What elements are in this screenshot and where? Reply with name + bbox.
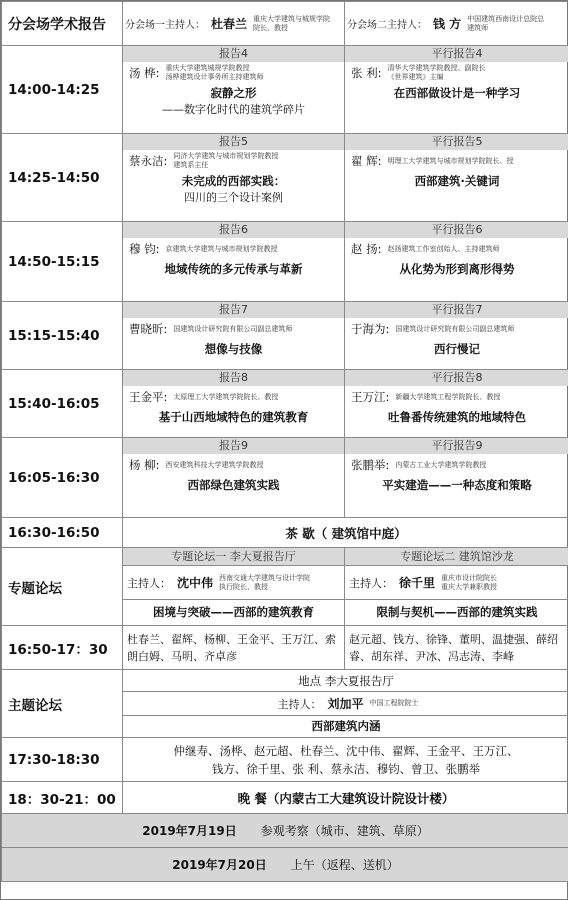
forum-right-names: 赵元超、钱方、徐锋、董明、温捷强、薛绍睿、胡东祥、尹冰、冯志涛、李峰 — [345, 626, 568, 670]
left-host-cell — [123, 2, 345, 46]
right-speaker-aff: 新疆大学建筑工程学院院长、教授 — [395, 392, 501, 401]
left-report-label: 报告4 — [123, 46, 344, 62]
forum-left-topic: 困境与突破——西部的建筑教育 — [123, 600, 345, 626]
band-2-text: 上午（返程、送机） — [290, 858, 399, 872]
left-speaker-name: 王金平: — [129, 390, 168, 404]
forum-names-row — [2, 626, 568, 670]
left-host-prefix: 分会场一主持人： — [125, 20, 205, 31]
right-host-aff: 中国建筑西南设计总院总建筑师 — [467, 14, 545, 32]
sessions-body — [2, 46, 568, 518]
left-speaker — [123, 238, 344, 260]
right-speaker — [345, 150, 568, 172]
main-forum-topic: 西部建筑内涵 — [123, 716, 568, 738]
main-forum-host: 刘加平 — [327, 697, 364, 711]
left-speaker-aff: 西安建筑科技大学建筑学院教授 — [165, 460, 264, 469]
left-report-cell — [123, 134, 345, 222]
band-row-2 — [2, 848, 568, 882]
right-speaker — [345, 238, 568, 260]
left-report-cell — [123, 222, 345, 302]
left-report-label: 报告9 — [123, 438, 344, 454]
left-speaker-name: 曹晓昕: — [129, 322, 168, 336]
session-row — [2, 222, 568, 302]
session-time: 15:40-16:05 — [2, 370, 123, 438]
left-speaker-aff: 京建筑大学建筑与城市规划学院教授 — [165, 244, 278, 253]
band-2 — [2, 848, 568, 882]
tea-text: 茶 歇（ 建筑馆中庭） — [123, 518, 568, 548]
left-report-cell — [123, 302, 345, 370]
forum-right-host-aff: 重庆市设计院院长 重庆大学兼职教授 — [441, 573, 498, 591]
forum-right-head: 专题论坛二 建筑馆沙龙 — [345, 548, 568, 566]
right-report-title: 平实建造——一种态度和策略 — [382, 478, 532, 492]
forum-left-head: 专题论坛一 李大夏报告厅 — [123, 548, 345, 566]
right-report-cell — [345, 134, 568, 222]
band-2-date: 2019年7月20日 — [172, 858, 267, 872]
forum-right-topic: 限制与契机——西部的建筑实践 — [345, 600, 568, 626]
left-report-cell — [123, 370, 345, 438]
session-time: 14:25-14:50 — [2, 134, 123, 222]
right-speaker-aff: 明理工大学建筑与城市规划学院院长、授 — [387, 156, 514, 165]
band-1-date: 2019年7月19日 — [142, 824, 237, 838]
main-forum-place-row — [2, 670, 568, 692]
left-speaker-name: 蔡永洁: — [129, 154, 168, 168]
session-row — [2, 46, 568, 134]
left-report-cell — [123, 46, 345, 134]
left-speaker-aff: 同济大学建筑与城市规划学院教授 建筑系主任 — [173, 152, 279, 169]
left-report-cell — [123, 438, 345, 518]
section-title: 分会场学术报告 — [2, 2, 123, 46]
right-report-title: 西部建筑·关键词 — [414, 174, 500, 188]
right-speaker — [345, 62, 568, 84]
tea-row — [2, 518, 568, 548]
main-forum-names-line2: 钱方、徐千里、张 利、蔡永洁、穆钧、曾卫、张鹏举 — [211, 761, 481, 776]
left-speaker-name: 汤 桦: — [129, 66, 160, 80]
main-forum-place: 地点 李大夏报告厅 — [123, 670, 568, 692]
session-row — [2, 370, 568, 438]
main-forum-names-row — [2, 738, 568, 782]
session-time: 15:15-15:40 — [2, 302, 123, 370]
main-forum-host-aff: 中国工程院院士 — [369, 699, 419, 707]
right-speaker-name: 张 利: — [351, 66, 382, 80]
left-host-aff: 重庆大学建筑与城规学院院长、教授 — [253, 14, 331, 32]
left-speaker-aff: 太原理工大学建筑学院院长、教授 — [173, 392, 279, 401]
dinner-row — [2, 782, 568, 814]
left-speaker — [123, 62, 344, 84]
band-1 — [2, 814, 568, 848]
left-report-title: 西部绿色建筑实践 — [187, 478, 280, 492]
session-row — [2, 134, 568, 222]
right-report-label: 平行报告7 — [345, 302, 568, 318]
right-speaker — [345, 386, 568, 408]
header-row — [2, 2, 568, 46]
left-report-subtitle: 四川的三个设计案例 — [184, 191, 283, 204]
left-speaker-name: 杨 柳: — [129, 458, 160, 472]
forum-time: 16:50-17：30 — [2, 626, 123, 670]
left-report-label: 报告5 — [123, 134, 344, 150]
forum-left-host-aff: 西南交通大学建筑与设计学院执行院长、教授 — [219, 573, 311, 591]
right-report-label: 平行报告5 — [345, 134, 568, 150]
right-report-label: 平行报告9 — [345, 438, 568, 454]
band-row-1 — [2, 814, 568, 848]
forum-right-host: 徐千里 — [399, 576, 436, 590]
right-report-label: 平行报告8 — [345, 370, 568, 386]
left-speaker — [123, 386, 344, 408]
right-report-title: 西行慢记 — [434, 342, 480, 356]
main-forum-title: 主题论坛 — [2, 670, 123, 738]
main-forum-time: 17:30-18:30 — [2, 738, 123, 782]
right-speaker-aff: 赵扬建筑工作室创始人、主持建筑师 — [387, 244, 500, 253]
left-speaker-name: 穆 钧: — [129, 242, 160, 256]
right-report-cell — [345, 370, 568, 438]
left-report-title: 基于山西地域特色的建筑教育 — [158, 410, 309, 424]
left-speaker — [123, 150, 344, 172]
left-host-name: 杜春兰 — [211, 17, 248, 31]
session-row — [2, 302, 568, 370]
right-speaker-name: 赵 扬: — [351, 242, 382, 256]
right-speaker-name: 翟 辉: — [351, 154, 382, 168]
session-time: 16:05-16:30 — [2, 438, 123, 518]
forum-left-host-prefix: 主持人： — [127, 576, 171, 590]
tea-time: 16:30-16:50 — [2, 518, 123, 548]
right-report-cell — [345, 302, 568, 370]
forum-left-host: 沈中伟 — [177, 576, 214, 590]
session-time: 14:00-14:25 — [2, 46, 123, 134]
dinner-time: 18：30-21：00 — [2, 782, 123, 814]
right-report-cell — [345, 438, 568, 518]
right-report-cell — [345, 46, 568, 134]
left-speaker — [123, 454, 344, 476]
session-time: 14:50-15:15 — [2, 222, 123, 302]
left-report-title: 想像与技像 — [204, 342, 263, 356]
band-1-text: 参观考察（城市、建筑、草原） — [260, 824, 429, 838]
forum-left-names: 杜春兰、翟辉、杨柳、王金平、王万江、索朗白姆、马明、齐卓彦 — [123, 626, 345, 670]
main-forum-names — [123, 738, 568, 782]
left-report-label: 报告8 — [123, 370, 344, 386]
forum-left-host-cell — [123, 566, 345, 600]
main-forum-host-prefix: 主持人： — [277, 697, 322, 711]
right-speaker-aff: 清华大学建筑学院教授、副院长 《世界建筑》主编 — [387, 64, 486, 81]
right-speaker-name: 张鹏举: — [351, 458, 390, 472]
right-speaker — [345, 318, 568, 340]
forum-right-host-prefix: 主持人： — [349, 576, 393, 590]
right-speaker-aff: 国建筑设计研究院有限公司副总建筑师 — [395, 324, 515, 333]
schedule-table — [1, 1, 568, 882]
left-report-label: 报告6 — [123, 222, 344, 238]
right-report-label: 平行报告4 — [345, 46, 568, 62]
right-speaker-name: 于海为: — [351, 322, 390, 336]
forum-title: 专题论坛 — [2, 548, 123, 626]
dinner-text: 晚 餐（内蒙古工大建筑设计院设计楼） — [123, 782, 568, 814]
right-speaker-name: 王万江: — [351, 390, 390, 404]
right-report-label: 平行报告6 — [345, 222, 568, 238]
main-forum-host-cell — [123, 692, 568, 716]
forum-right-host-cell — [345, 566, 568, 600]
right-host-name: 钱 方 — [433, 17, 462, 31]
right-host-prefix: 分会场二主持人： — [347, 20, 427, 31]
left-report-label: 报告7 — [123, 302, 344, 318]
right-speaker — [345, 454, 568, 476]
right-report-title: 吐鲁番传统建筑的地域特色 — [388, 410, 526, 424]
left-report-title: 未完成的西部实践： — [181, 174, 286, 188]
forum-head-row — [2, 548, 568, 566]
main-forum-names-line1: 仲继寿、汤桦、赵元超、杜春兰、沈中伟、翟辉、王金平、王万江、 — [173, 743, 519, 758]
left-speaker — [123, 318, 344, 340]
right-speaker-aff: 内蒙古工业大学建筑学院教授 — [395, 460, 487, 469]
right-report-title: 在西部做设计是一种学习 — [393, 86, 521, 100]
right-report-title: 从化势为形到离形得势 — [399, 262, 515, 276]
left-speaker-aff: 国建筑设计研究院有限公司副总建筑师 — [173, 324, 293, 333]
left-report-title: 寂静之形 — [210, 86, 257, 100]
left-report-title: 地域传统的多元传承与革新 — [164, 262, 303, 276]
left-report-subtitle: ——数字化时代的建筑学碎片 — [162, 103, 305, 116]
right-report-cell — [345, 222, 568, 302]
right-host-cell — [345, 2, 568, 46]
session-row — [2, 438, 568, 518]
left-speaker-aff: 重庆大学建筑城规学院教授 汤桦建筑设计事务所主持建筑师 — [165, 64, 264, 81]
